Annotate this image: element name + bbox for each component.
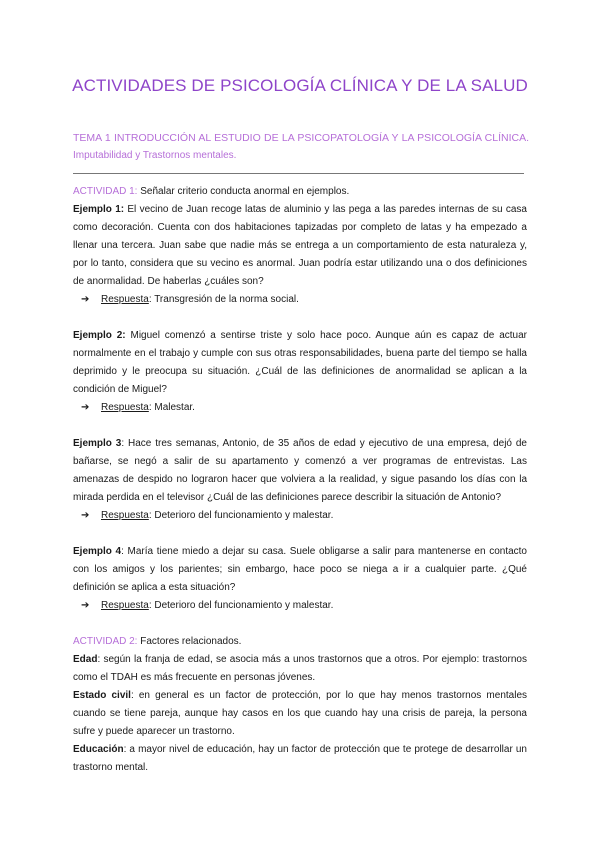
example-text: Miguel comenzó a sentirse triste y solo hace poco. Aunque aún es capaz de actuar normalmente en el trabajo y cumple con sus otras responsabilidades, buena parte del tiempo se halla deprimido y le preocupa su situación. ¿Cuál de las definiciones de anormalidad se aplican a la condición de Miguel?: [73, 330, 527, 395]
answer-1: [73, 291, 527, 309]
factor-label: Edad: [73, 654, 98, 665]
page-title: ACTIVIDADES DE PSICOLOGÍA CLÍNICA Y DE LA SALUD: [72, 76, 528, 95]
actividad-2-header: [73, 633, 527, 651]
answer-3: [73, 507, 527, 525]
answer-2: [73, 399, 527, 417]
example-text: El vecino de Juan recoge latas de aluminio y las pega a las paredes internas de su casa como decoración. Cuenta con dos habitaciones tapizadas por completo de latas y ha empezado a llenar una tercera. Juan sabe que nadie más se entrega a un comportamiento de esta naturaleza y, por lo tanto, considera que su vecino es anormal. Juan podría estar utilizando una o dos definiciones de anormalidad. De haberlas ¿cuáles son?: [73, 204, 527, 287]
actividad-2-label: ACTIVIDAD 2:: [73, 636, 138, 647]
example-text: : Hace tres semanas, Antonio, de 35 años de edad y ejecutivo de una empresa, dejó de bañarse, se negó a salir de su apartamento y comenzó a ver programas de entrevistas. Las amenazas de despido no lograron hacer que volviera a la realidad, y sigue pasando los días con la mirada perdida en el televisor ¿Cuál de las definiciones parece describir la situación de Antonio?: [73, 438, 527, 503]
divider: [73, 173, 524, 174]
example-3: [73, 435, 527, 507]
example-4: [73, 543, 527, 597]
example-2: [73, 327, 527, 399]
factor-text: : según la franja de edad, se asocia más a unos trastornos que a otros. Por ejemplo: trastornos como el TDAH es más frecuente en personas jóvenes.: [73, 654, 527, 683]
answer-4: [73, 597, 527, 615]
respuesta-label: Respuesta: [101, 510, 149, 521]
tema-subtitle: Imputabilidad y Trastornos mentales.: [73, 150, 237, 161]
answer-text: : Transgresión de la norma social.: [148, 294, 299, 305]
respuesta-label: Respuesta: [101, 402, 149, 413]
answer-text: : Deterioro del funcionamiento y malestar.: [148, 600, 334, 611]
factor-label: Educación: [73, 744, 124, 755]
actividad-1-label: ACTIVIDAD 1:: [73, 186, 138, 197]
tema-heading: [73, 130, 529, 164]
factor-estado-civil: [73, 687, 527, 741]
factor-label: Estado civil: [73, 690, 131, 701]
answer-text: : Malestar.: [148, 402, 195, 413]
document-body: [73, 183, 527, 777]
actividad-1-header: [73, 183, 527, 201]
example-label: Ejemplo 2:: [73, 330, 126, 341]
factor-text: : a mayor nivel de educación, hay un factor de protección que te protege de desarrollar un trastorno mental.: [73, 744, 527, 773]
actividad-1-text: Señalar criterio conducta anormal en ejemplos.: [140, 186, 350, 197]
arrow-right-icon: ➔: [81, 294, 90, 305]
factor-text: : en general es un factor de protección, por lo que hay menos trastornos mentales cuando se tiene pareja, aunque hay casos en los que cuando hay una crisis de pareja, la persona sufre y puede aparecer un trastorno.: [73, 690, 528, 737]
example-label: Ejemplo 3: [73, 438, 122, 449]
answer-text: : Deterioro del funcionamiento y malestar.: [148, 510, 334, 521]
factor-edad: [73, 651, 527, 687]
respuesta-label: Respuesta: [101, 600, 149, 611]
actividad-2-text: Factores relacionados.: [140, 636, 242, 647]
tema-title: TEMA 1 INTRODUCCIÓN AL ESTUDIO DE LA PSICOPATOLOGÍA Y LA PSICOLOGÍA CLÍNICA.: [73, 132, 529, 144]
arrow-right-icon: ➔: [81, 510, 90, 521]
respuesta-label: Respuesta: [101, 294, 149, 305]
arrow-right-icon: ➔: [81, 600, 90, 611]
example-label: Ejemplo 4: [73, 546, 122, 557]
arrow-right-icon: ➔: [81, 402, 90, 413]
example-label: Ejemplo 1:: [73, 204, 125, 215]
example-1: [73, 201, 527, 291]
factor-educacion: [73, 741, 527, 777]
example-text: : María tiene miedo a dejar su casa. Suele obligarse a salir para mantenerse en contacto con los amigos y los parientes; sin embargo, hace poco se niega a ir a cualquier parte. ¿Qué definición se aplica a esta situación?: [73, 546, 527, 593]
